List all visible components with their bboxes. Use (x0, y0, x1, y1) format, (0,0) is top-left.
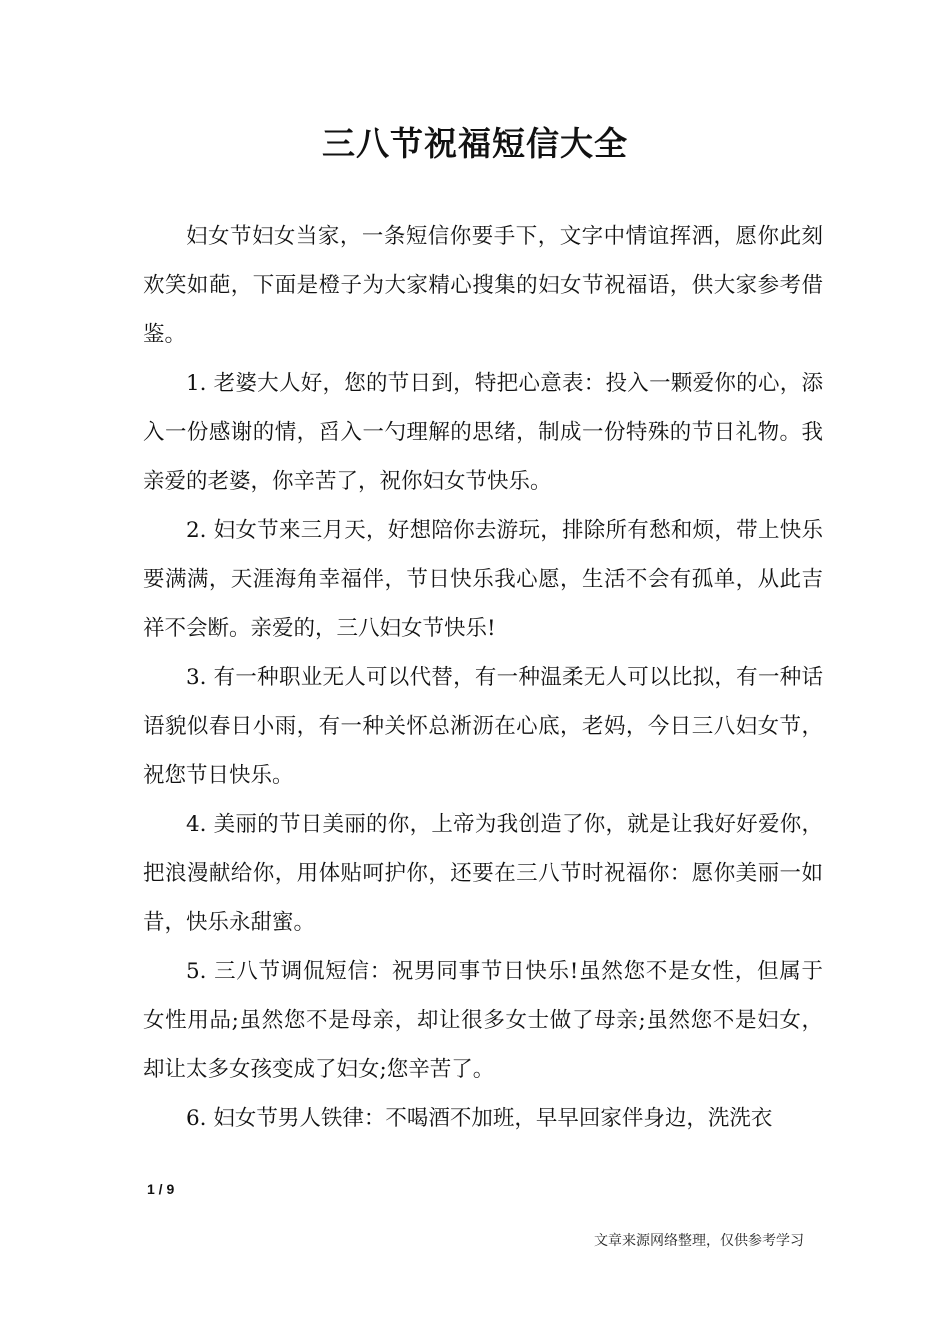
wish-paragraph-2: 2. 妇女节来三月天，好想陪你去游玩，排除所有愁和烦，带上快乐要满满，天涯海角幸福伴，节日快乐我心愿，生活不会有孤单，从此吉祥不会断。亲爱的，三八妇女节快乐! (143, 518, 823, 641)
wish-paragraph-1: 1. 老婆大人好，您的节日到，特把心意表：投入一颗爱你的心，添入一份感谢的情，舀入一勺理解的思绪，制成一份特殊的节日礼物。我亲爱的老婆，你辛苦了，祝你妇女节快乐。 (143, 371, 823, 494)
wish-paragraph-6: 6. 妇女节男人铁律：不喝酒不加班，早早回家伴身边，洗洗衣 (186, 1106, 773, 1131)
body-text (143, 212, 823, 1143)
intro-paragraph: 妇女节妇女当家，一条短信你要手下，文字中情谊挥洒，愿你此刻欢笑如葩，下面是橙子为大家精心搜集的妇女节祝福语，供大家参考借鉴。 (143, 224, 823, 347)
wish-paragraph-5: 5. 三八节调侃短信：祝男同事节日快乐!虽然您不是女性，但属于女性用品;虽然您不是母亲，却让很多女士做了母亲;虽然您不是妇女，却让太多女孩变成了妇女;您辛苦了。 (143, 959, 823, 1082)
page-number: 1 / 9 (147, 1181, 175, 1197)
wish-paragraph-3: 3. 有一种职业无人可以代替，有一种温柔无人可以比拟，有一种话语貌似春日小雨，有一种关怀总淅沥在心底，老妈，今日三八妇女节，祝您节日快乐。 (143, 665, 823, 788)
footer-note: 文章来源网络整理，仅供参考学习 (594, 1232, 804, 1248)
wish-paragraph-4: 4. 美丽的节日美丽的你，上帝为我创造了你，就是让我好好爱你，把浪漫献给你，用体贴呵护你，还要在三八节时祝福你：愿你美丽一如昔，快乐永甜蜜。 (143, 812, 823, 935)
page-title: 三八节祝福短信大全 (322, 124, 628, 163)
